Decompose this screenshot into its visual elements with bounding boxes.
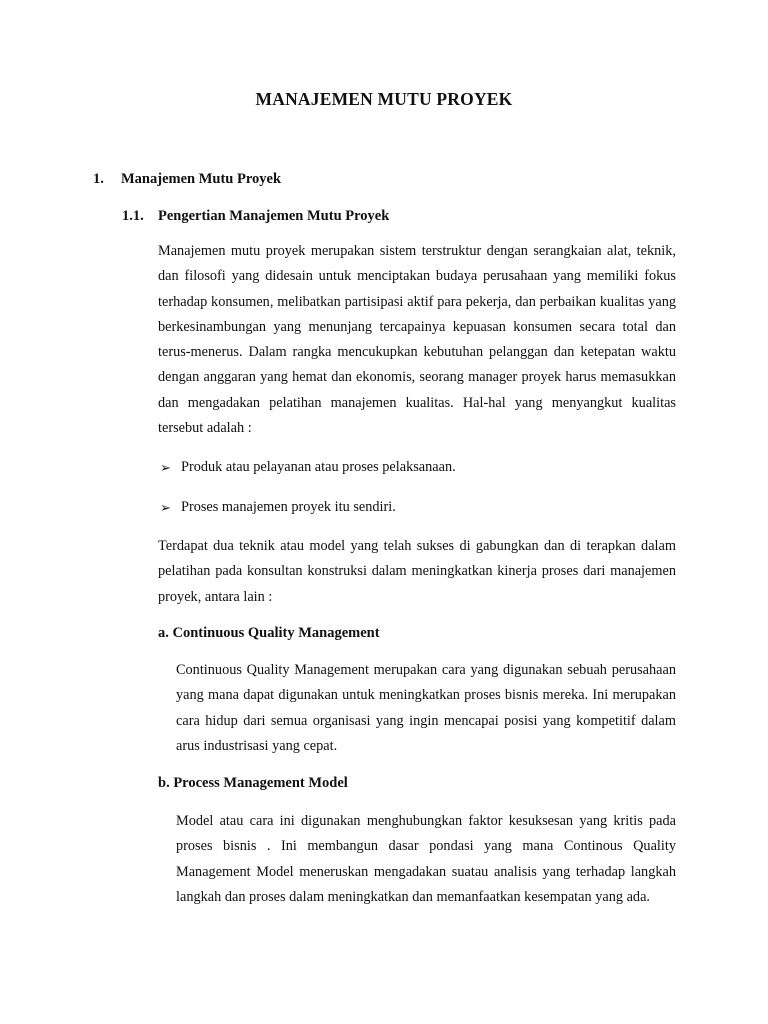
item-b-text: Model atau cara ini digunakan menghubungkan faktor kesuksesan yang kritis pada proses bisnis . Ini membangun dasar pondasi yang mana Continous Quality Management Model meneruskan mengadakan suatau analisis yang terhadap langkah langkah dan proses dalam meningkatkan dan memanfaatkan kesempatan yang ada. [176, 813, 676, 905]
subsection-heading [122, 208, 389, 225]
item-a-text: Continuous Quality Management merupakan cara yang digunakan sebuah perusahaan yang mana dapat digunakan untuk meningkatkan proses bisnis mereka. Ini merupakan cara hidup dari semua organisasi yang ingin mencapai posisi yang kompetitif dalam arus industrisasi yang cepat. [176, 662, 676, 754]
item-a-heading: a. Continuous Quality Management [158, 625, 380, 641]
arrow-bullet-icon: ➢ [160, 459, 171, 475]
document-title: MANAJEMEN MUTU PROYEK [255, 89, 513, 109]
arrow-bullet-icon: ➢ [160, 499, 171, 515]
list-item-text: Proses manajemen proyek itu sendiri. [181, 499, 396, 515]
list-item-text: Produk atau pelayanan atau proses pelaksanaan. [181, 459, 456, 475]
subsection-title: Pengertian Manajemen Mutu Proyek [158, 208, 390, 224]
paragraph-techniques: Terdapat dua teknik atau model yang telah sukses di gabungkan dan di terapkan dalam pelatihan pada konsultan konstruksi dalam meningkatkan kinerja proses dari manajemen proyek, antara lain : [158, 538, 676, 605]
item-b-heading: b. Process Management Model [158, 775, 348, 791]
section-title: Manajemen Mutu Proyek [121, 171, 282, 187]
paragraph-definition: Manajemen mutu proyek merupakan sistem terstruktur dengan serangkaian alat, teknik, dan filosofi yang didesain untuk menciptakan budaya perusahaan yang memiliki fokus terhadap konsumen, melibatkan partisipasi aktif para pekerja, dan perbaikan kualitas yang berkesinambungan yang menunjang tercapainya kepuasan konsumen secara total dan terus-menerus. Dalam rangka mencukupkan kebutuhan pelanggan dan ketepatan waktu dengan anggaran yang hemat dan ekonomis, seorang manager proyek harus memasukkan dan mengadakan pelatihan manajemen kualitas. Hal-hal yang menyangkut kualitas tersebut adalah : [158, 243, 676, 437]
list-item [160, 499, 396, 516]
list-item [160, 459, 456, 476]
section-number: 1. [93, 171, 104, 187]
section-heading [93, 171, 281, 188]
subsection-number: 1.1. [122, 208, 144, 224]
